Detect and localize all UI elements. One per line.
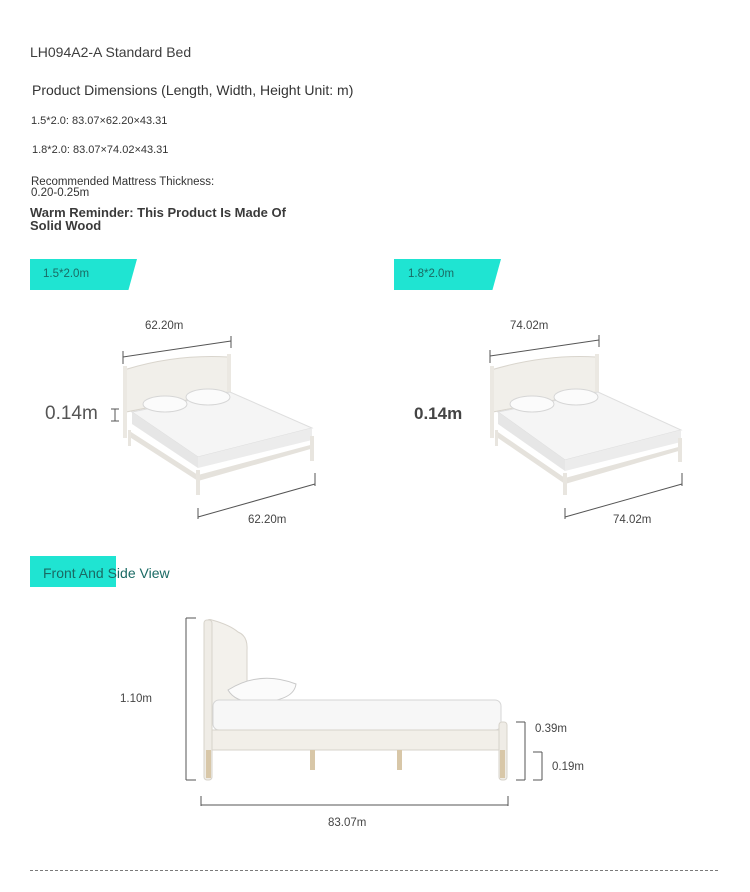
side-leg-height-label: 0.19m [552, 761, 584, 773]
side-total-height-label: 1.10m [120, 693, 152, 705]
mattress-thickness-label: Recommended Mattress Thickness: [31, 176, 215, 188]
right-height-label: 0.14m [414, 404, 463, 423]
left-height-label: 0.14m [45, 403, 98, 424]
side-frame-height-label: 0.39m [535, 723, 567, 735]
dimensions-heading: Product Dimensions (Length, Width, Height Unit: m) [32, 82, 354, 98]
spec-line-1: 1.5*2.0: 83.07×62.20×43.31 [31, 115, 168, 127]
right-bottom-width-label: 74.02m [613, 514, 652, 526]
spec-line-2: 1.8*2.0: 83.07×74.02×43.31 [32, 144, 169, 156]
warm-reminder-line-2: Solid Wood [30, 218, 102, 233]
left-bottom-width-label: 62.20m [248, 514, 287, 526]
bottom-divider [30, 870, 718, 871]
tag-front-side-label: Front And Side View [43, 565, 170, 581]
bed-right-drawing [490, 335, 682, 519]
tag-size-18-label: 1.8*2.0m [408, 268, 455, 280]
right-top-width-label: 74.02m [510, 320, 549, 332]
product-title: LH094A2-A Standard Bed [30, 44, 192, 60]
left-top-width-label: 62.20m [145, 320, 184, 332]
tag-size-15-label: 1.5*2.0m [43, 268, 90, 280]
bed-side-drawing [186, 618, 542, 806]
side-length-label: 83.07m [328, 817, 367, 829]
bed-left-drawing [111, 336, 315, 519]
warm-reminder-line-1: Warm Reminder: This Product Is Made Of [30, 205, 286, 220]
mattress-thickness-value: 0.20-0.25m [31, 187, 90, 199]
